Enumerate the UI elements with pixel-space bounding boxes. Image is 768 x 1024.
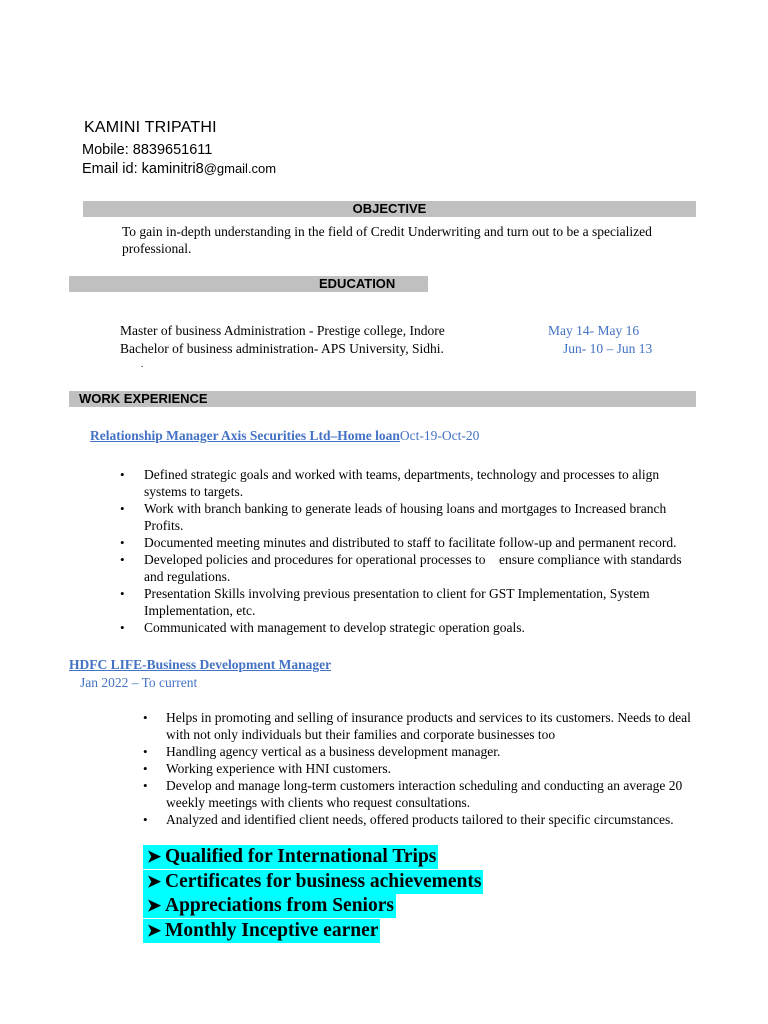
bullet-icon: • (120, 586, 125, 601)
bullet-icon: • (120, 501, 125, 516)
bullet-icon: • (143, 778, 148, 793)
bullet-icon: • (120, 467, 125, 482)
list-item: • Communicated with management to develop strategic operation goals. (120, 620, 525, 635)
achievement-item: ➤ Monthly Inceptive earner (143, 919, 483, 944)
objective-text: To gain in-depth understanding in the field of Credit Underwriting and turn out to be a specialized professional. (122, 224, 652, 256)
education-dates-1: May 14- May 16 (548, 323, 640, 338)
job2-heading (69, 656, 331, 673)
list-item: • Documented meeting minutes and distributed to staff to facilitate follow-up and permanent record. (120, 535, 677, 550)
job1-dates: Oct-19-Oct-20 (399, 428, 480, 443)
email-user: kaminitri8 (141, 161, 204, 177)
job1-responsibilities (120, 466, 704, 636)
bullet-icon: • (120, 535, 125, 550)
email-domain: @gmail.com (203, 161, 277, 176)
bullet-icon: • (120, 552, 125, 567)
list-item: • Develop and manage long-term customers interaction scheduling and conducting an average 20 weekly meetings with clients who request consultations. (143, 778, 683, 810)
education-degree-1: Master of business Administration - Prestige college, Indore (120, 323, 445, 338)
arrow-icon: ➤ (146, 896, 162, 916)
achievement-item: ➤ Certificates for business achievements (143, 870, 483, 895)
arrow-icon: ➤ (146, 871, 162, 891)
list-item: • Working experience with HNI customers. (143, 761, 391, 776)
list-item: • Handling agency vertical as a business development manager. (143, 744, 501, 759)
job1-heading (90, 427, 479, 444)
work-experience-heading: WORK EXPERIENCE (69, 391, 696, 407)
bullet-icon: • (143, 761, 148, 776)
arrow-icon: ➤ (146, 920, 162, 940)
job1-title-link[interactable]: Relationship Manager Axis Securities Ltd–Home loan (90, 428, 400, 443)
achievement-item: ➤ Qualified for International Trips (143, 845, 483, 870)
bullet-icon: • (120, 620, 125, 635)
email-line (82, 160, 276, 178)
job2-responsibilities (143, 709, 701, 828)
list-item: • Work with branch banking to generate leads of housing loans and mortgages to Increased branch Profits. (120, 501, 667, 533)
arrow-icon: ➤ (146, 847, 162, 867)
candidate-name: KAMINI TRIPATHI (84, 119, 217, 136)
job2-title-link[interactable]: HDFC LIFE-Business Development Manager (69, 657, 332, 672)
bullet-icon: • (143, 744, 148, 759)
education-heading: EDUCATION (69, 276, 428, 292)
education-degree-2: Bachelor of business administration- APS University, Sidhi. (120, 341, 444, 356)
bullet-icon: • (143, 710, 148, 725)
list-item: • Analyzed and identified client needs, offered products tailored to their specific circumstances. (143, 812, 674, 827)
achievement-item: ➤ Appreciations from Seniors (143, 894, 483, 919)
mobile-label: Mobile: (82, 142, 133, 158)
list-item: • Developed policies and procedures for operational processes to ensure compliance with standards and regulations. (120, 552, 685, 584)
mobile-line (82, 141, 212, 159)
stray-mark: . (141, 359, 144, 369)
bullet-icon: • (143, 812, 148, 827)
education-dates-2: Jun- 10 – Jun 13 (563, 341, 653, 356)
mobile-number: 8839651611 (132, 142, 213, 158)
job2-dates: Jan 2022 – To current (80, 675, 198, 690)
list-item: • Presentation Skills involving previous presentation to client for GST Implementation, System Implementation, etc. (120, 586, 650, 618)
list-item: • Defined strategic goals and worked with teams, departments, technology and processes to align systems to targets. (120, 467, 660, 499)
objective-heading: OBJECTIVE (83, 201, 696, 217)
list-item: • Helps in promoting and selling of insurance products and services to its customers. Needs to deal with not only individuals but their families and corporate businesses too (143, 710, 691, 742)
achievements-list (143, 845, 483, 943)
email-label: Email id: (82, 161, 142, 177)
